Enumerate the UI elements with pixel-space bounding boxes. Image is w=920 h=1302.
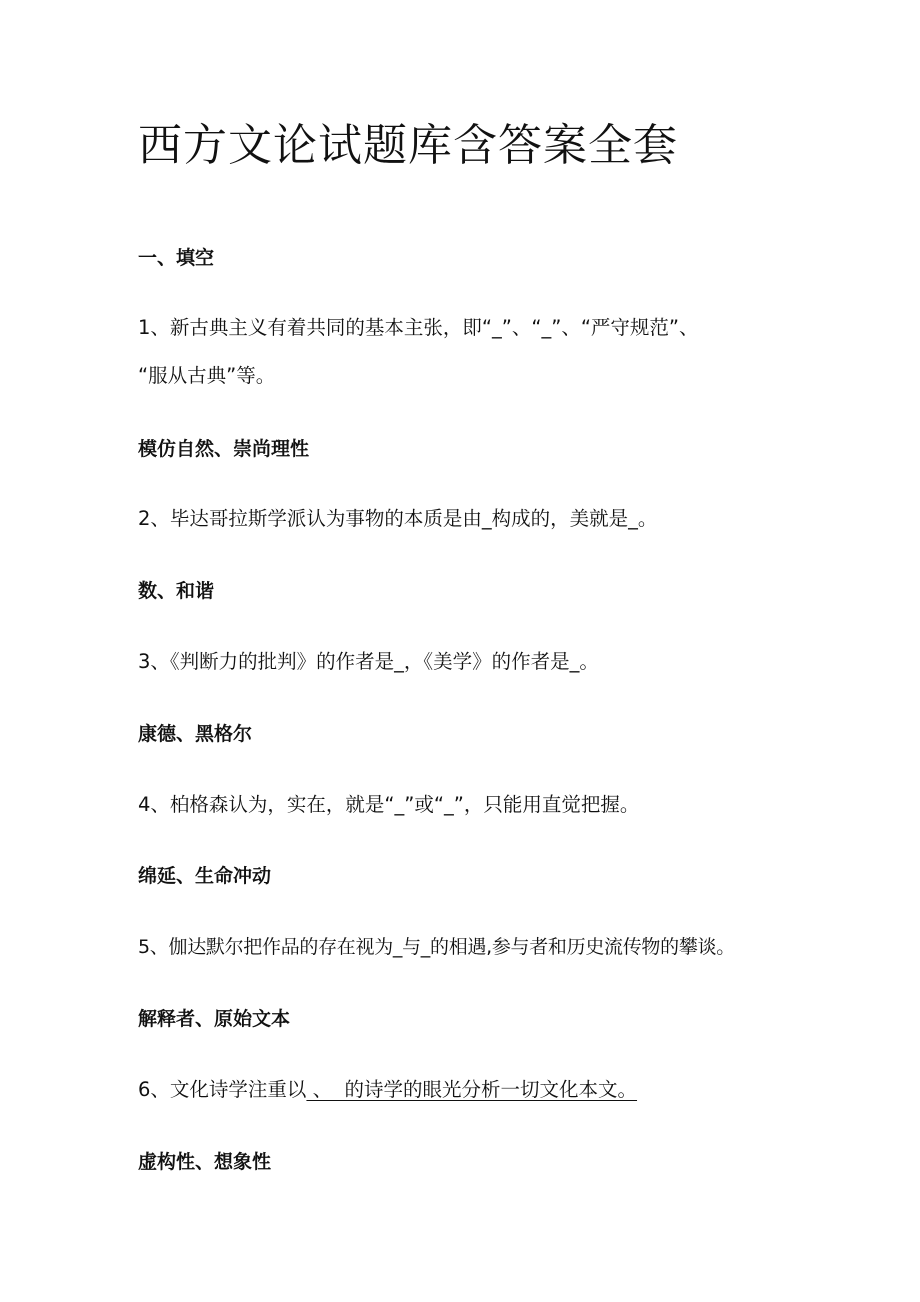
question-2: 2、毕达哥拉斯学派认为事物的本质是由_构成的，美就是_。 — [138, 507, 658, 530]
question-6 — [138, 1076, 798, 1104]
answer-6: 虚构性、想象性 — [138, 1151, 272, 1173]
answer-2: 数、和谐 — [138, 580, 215, 602]
answer-1: 模仿自然、崇尚理性 — [138, 438, 310, 460]
question-4: 4、柏格森认为，实在，就是“_”或“_”，只能用直觉把握。 — [138, 793, 640, 816]
question-5: 5、伽达默尔把作品的存在视为_与_的相遇,参与者和历史流传物的攀谈。 — [138, 936, 735, 958]
section-heading: 一、填空 — [138, 247, 215, 269]
question-6-underlined-text: 、 的诗学的眼光分析一切文化本文。 — [306, 1078, 638, 1101]
question-3: 3、《判断力的批判》的作者是_，《美学》的作者是_。 — [138, 650, 599, 673]
document-title: 西方文论试题库含答案全套 — [138, 120, 678, 171]
answer-5: 解释者、原始文本 — [138, 1008, 291, 1030]
answer-3: 康德、黑格尔 — [138, 723, 253, 745]
question-1-line-1: 1、新古典主义有着共同的基本主张，即“_”、“_”、“严守规范”、 — [138, 316, 699, 339]
question-1-line-2: “服从古典”等。 — [138, 364, 276, 387]
question-6-prefix: 6、文化诗学注重以 — [138, 1078, 307, 1101]
answer-4: 绵延、生命冲动 — [138, 865, 272, 887]
